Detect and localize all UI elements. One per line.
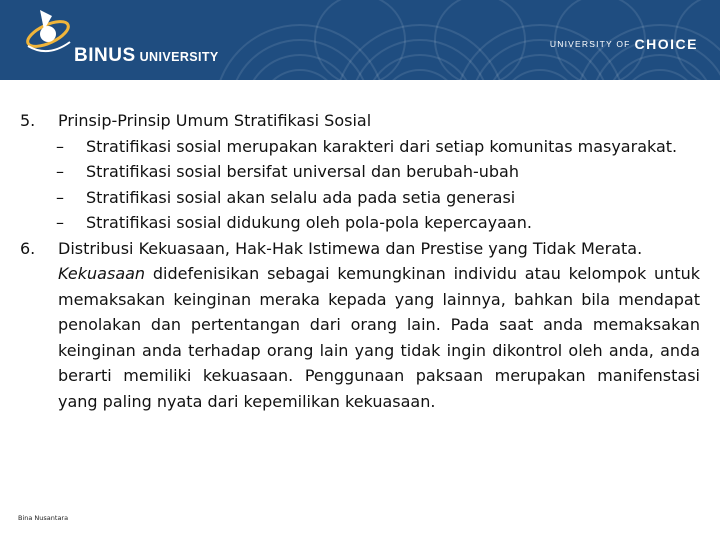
tagline-prefix: UNIVERSITY OF bbox=[549, 39, 631, 49]
dash-bullet: – bbox=[56, 136, 64, 156]
binus-logo bbox=[18, 6, 228, 74]
logo-text bbox=[74, 45, 219, 67]
sub-item bbox=[20, 210, 700, 236]
sub-item-text: Stratifikasi sosial merupakan karakteri dari setiap komunitas masyarakat. bbox=[86, 136, 678, 156]
list-item-6 bbox=[20, 236, 700, 262]
slide-header bbox=[0, 0, 720, 80]
sub-item-text: Stratifikasi sosial didukung oleh pola-pola kepercayaan. bbox=[86, 213, 532, 232]
sub-item bbox=[20, 159, 700, 185]
dash-bullet: – bbox=[56, 187, 64, 207]
sub-item bbox=[20, 185, 700, 211]
sub-item-text: Stratifikasi sosial bersifat universal dan berubah-ubah bbox=[86, 162, 519, 181]
item-title: Distribusi Kekuasaan, Hak-Hak Istimewa dan Prestise yang Tidak Merata. bbox=[58, 238, 643, 258]
slide-content bbox=[20, 108, 700, 414]
sub-item-text: Stratifikasi sosial akan selalu ada pada setia generasi bbox=[86, 187, 516, 207]
body-text: didefenisikan sebagai kemungkinan individu atau kelompok untuk memaksakan keinginan meraka kepada yang lainnya, bahkan bila mendapat penolakan dan pertentangan dari orang lain. Pada saat anda memaksakan keinginan anda terhadap orang lain yang tidak ingin dikontrol oleh anda, anda berarti memiliki kekuasaan. Penggunaan paksaan merupakan manifenstasi yang paling nyata dari kepemilikan kekuasaan. bbox=[58, 264, 700, 411]
logo-brand: BINUS bbox=[74, 45, 136, 66]
item-6-body bbox=[20, 261, 700, 414]
item-title: Prinsip-Prinsip Umum Stratifikasi Sosial bbox=[58, 111, 372, 130]
logo-suffix: UNIVERSITY bbox=[139, 50, 219, 64]
item-number: 5. bbox=[20, 111, 36, 130]
footer-text: Bina Nusantara bbox=[18, 514, 69, 522]
tagline bbox=[550, 36, 698, 52]
dash-bullet: – bbox=[56, 213, 64, 232]
item-number: 6. bbox=[20, 238, 36, 258]
italic-term: Kekuasaan bbox=[58, 264, 146, 283]
dash-bullet: – bbox=[56, 162, 64, 181]
list-item-5 bbox=[20, 108, 700, 134]
sub-item bbox=[20, 134, 700, 160]
tagline-choice: CHOICE bbox=[634, 36, 698, 52]
